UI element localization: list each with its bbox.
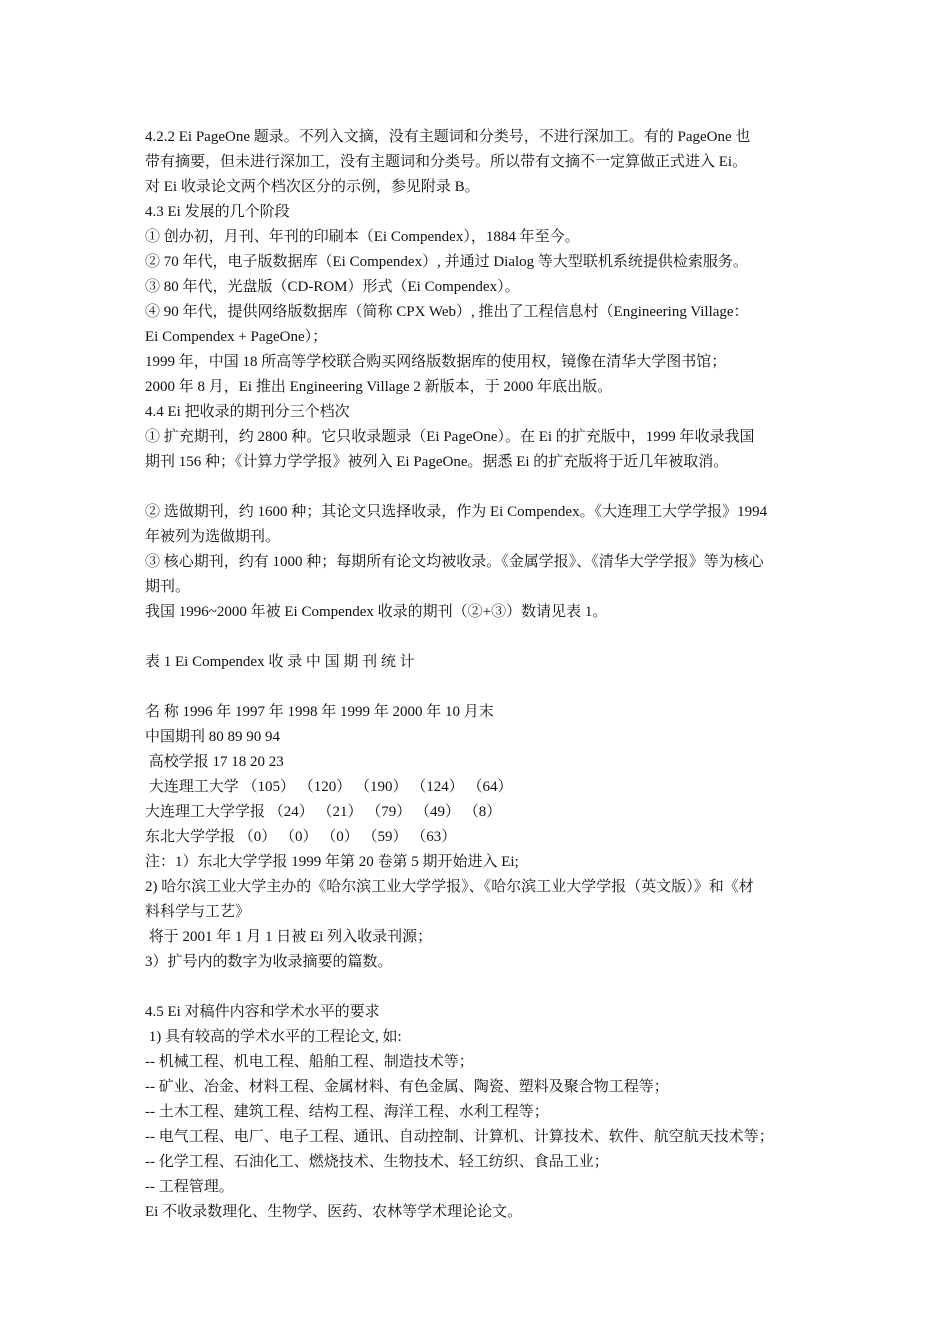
- section-4-4-item-2-line-2: 年被列为选做期刊。: [145, 529, 281, 545]
- section-4-2-2-line-3: 对 Ei 收录论文两个档次区分的示例，参见附录 B。: [145, 179, 480, 195]
- section-4-5-sub-1: 1) 具有较高的学术水平的工程论文, 如:: [145, 1029, 402, 1045]
- table-1-note-2-line-1: 2) 哈尔滨工业大学主办的《哈尔滨工业大学学报》、《哈尔滨工业大学学报（英文版）》和《材: [145, 879, 754, 895]
- table-row: 大连理工大学学报 （24） （21） （79） （49） （8）: [145, 804, 502, 820]
- section-4-3-note-2: 2000 年 8 月，Ei 推出 Engineering Village 2 新版本，于 2000 年底出版。: [145, 379, 613, 395]
- section-4-3-item-2: ② 70 年代，电子版数据库（Ei Compendex）, 并通过 Dialog 等大型联机系统提供检索服务。: [145, 254, 748, 270]
- section-4-4-item-1-line-1: ① 扩充期刊，约 2800 种。它只收录题录（Ei PageOne）。在 Ei 的扩充版中，1999 年收录我国: [145, 429, 755, 445]
- section-4-4-item-1-line-2: 期刊 156 种；《计算力学学报》被列入 Ei PageOne。据悉 Ei 的扩充版将于近几年被取消。: [145, 454, 729, 470]
- section-4-5-closing: Ei 不收录数理化、生物学、医药、农林等学术理论论文。: [145, 1204, 523, 1220]
- document-page: [145, 125, 815, 1225]
- section-4-3-item-4-line-1: ④ 90 年代，提供网络版数据库（简称 CPX Web）, 推出了工程信息村（Engineering Village：: [145, 304, 749, 320]
- blank-line: [145, 475, 815, 500]
- table-1-note-2-line-2: 料科学与工艺》: [145, 904, 251, 920]
- section-4-4-heading: 4.4 Ei 把收录的期刊分三个档次: [145, 404, 350, 420]
- list-item: -- 土木工程、建筑工程、结构工程、海洋工程、水利工程等；: [145, 1104, 549, 1120]
- table-1-caption: 表 1 Ei Compendex 收 录 中 国 期 刊 统 计: [145, 654, 415, 670]
- list-item: -- 矿业、冶金、材料工程、金属材料、有色金属、陶瓷、塑料及聚合物工程等；: [145, 1079, 669, 1095]
- section-4-5-heading: 4.5 Ei 对稿件内容和学术水平的要求: [145, 1004, 380, 1020]
- section-4-4-summary: 我国 1996~2000 年被 Ei Compendex 收录的期刊（②+③）数请见表 1。: [145, 604, 608, 620]
- section-4-3-note-1: 1999 年，中国 18 所高等学校联合购买网络版数据库的使用权，镜像在清华大学图书馆；: [145, 354, 727, 370]
- section-4-2-2-line-1: 4.2.2 Ei PageOne 题录。不列入文摘，没有主题词和分类号，不进行深加工。有的 PageOne 也: [145, 129, 751, 145]
- list-item: -- 机械工程、机电工程、船舶工程、制造技术等；: [145, 1054, 474, 1070]
- section-4-3-item-3: ③ 80 年代，光盘版（CD-ROM）形式（Ei Compendex）。: [145, 279, 520, 295]
- table-1-note-2-line-3: 将于 2001 年 1 月 1 日被 Ei 列入收录刊源；: [145, 929, 433, 945]
- table-1-header: 名 称 1996 年 1997 年 1998 年 1999 年 2000 年 10 月末: [145, 704, 494, 720]
- section-4-3-heading: 4.3 Ei 发展的几个阶段: [145, 204, 290, 220]
- list-item: -- 化学工程、石油化工、燃烧技术、生物技术、轻工纺织、食品工业；: [145, 1154, 609, 1170]
- blank-line: [145, 675, 815, 700]
- table-1-note-3: 3）扩号内的数字为收录摘要的篇数。: [145, 954, 393, 970]
- section-4-4-item-3-line-1: ③ 核心期刊，约有 1000 种；每期所有论文均被收录。《金属学报》、《清华大学学报》等为核心: [145, 554, 764, 570]
- section-4-4-item-2-line-1: ② 选做期刊，约 1600 种；其论文只选择收录，作为 Ei Compendex。《大连理工大学学报》1994: [145, 504, 768, 520]
- table-1-note-1: 注：1）东北大学学报 1999 年第 20 卷第 5 期开始进入 Ei;: [145, 854, 519, 870]
- table-row: 高校学报 17 18 20 23: [145, 754, 284, 770]
- section-4-2-2-line-2: 带有摘要，但未进行深加工，没有主题词和分类号。所以带有文摘不一定算做正式进入 Ei。: [145, 154, 748, 170]
- blank-line: [145, 625, 815, 650]
- table-row: 大连理工大学 （105） （120） （190） （124） （64）: [145, 779, 513, 795]
- list-item: -- 电气工程、电厂、电子工程、通讯、自动控制、计算机、计算技术、软件、航空航天技术等；: [145, 1129, 774, 1145]
- blank-line: [145, 975, 815, 1000]
- section-4-3-item-4-line-2: Ei Compendex + PageOne）；: [145, 329, 328, 345]
- table-row: 中国期刊 80 89 90 94: [145, 729, 281, 745]
- list-item: -- 工程管理。: [145, 1179, 234, 1195]
- section-4-4-item-3-line-2: 期刊。: [145, 579, 191, 595]
- table-row: 东北大学学报 （0） （0） （0） （59） （63）: [145, 829, 457, 845]
- section-4-3-item-1: ① 创办初，月刊、年刊的印刷本（Ei Compendex），1884 年至今。: [145, 229, 580, 245]
